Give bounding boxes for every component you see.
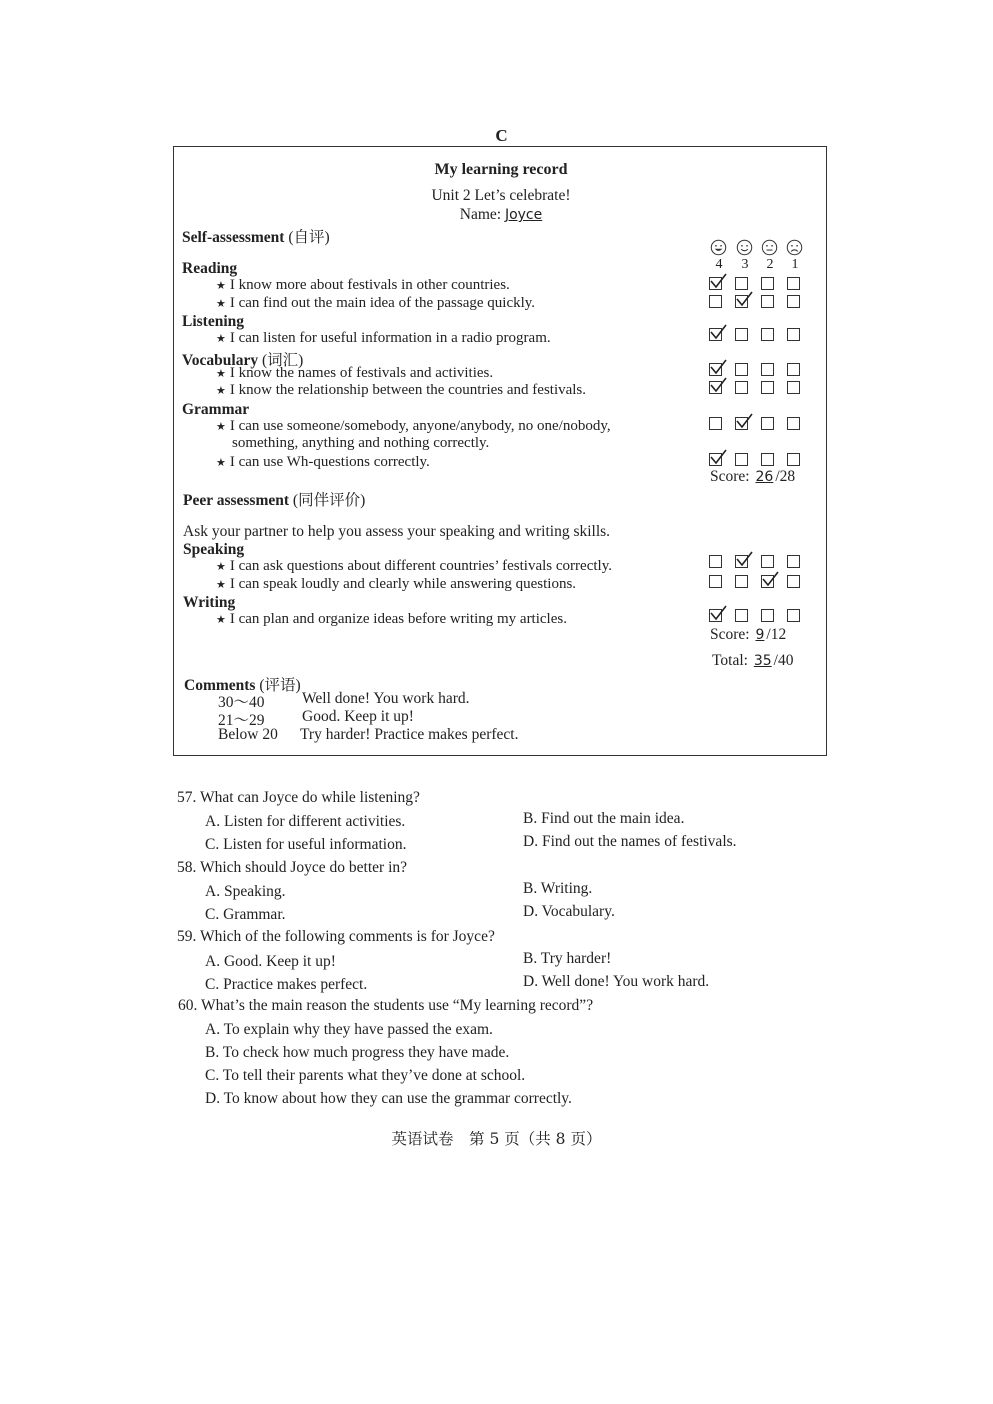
check-mark-icon [709, 358, 727, 376]
question-58-option-c: C. Grammar. [205, 906, 286, 923]
reading-item-1: ★ I know more about festivals in other countries. [216, 277, 510, 293]
comment-text-1: Well done! You work hard. [302, 690, 470, 707]
vocabulary-item-2: ★ I know the relationship between the countries and festivals. [216, 382, 587, 398]
vocabulary-item-1-rating-checkbox-3[interactable] [735, 363, 748, 376]
page-footer: 英语试卷 第 5 页（共 8 页） [391, 1130, 602, 1148]
grammar-item-2: ★ I can use Wh-questions correctly. [216, 454, 430, 470]
question-57-option-a: A. Listen for different activities. [205, 813, 406, 830]
check-mark-icon [709, 604, 727, 622]
grammar-item-2-rating-checkbox-1[interactable] [787, 453, 800, 466]
grammar-item-1-continued: something, anything and nothing correctly. [232, 435, 490, 451]
vocabulary-item-1-rating-checkbox-1[interactable] [787, 363, 800, 376]
vocabulary-item-2-rating-checkbox-1[interactable] [787, 381, 800, 394]
question-57-option-d: D. Find out the names of festivals. [523, 833, 737, 850]
reading-item-2-rating-checkbox-1[interactable] [787, 295, 800, 308]
question-60-option-b: B. To check how much progress they have made. [205, 1044, 510, 1061]
comments-heading: Comments (评语) [184, 677, 301, 694]
student-name-value: Joyce [504, 207, 543, 223]
peer-instruction: Ask your partner to help you assess your speaking and writing skills. [183, 523, 611, 540]
question-58-option-d: D. Vocabulary. [523, 903, 615, 920]
self-assessment-heading: Self-assessment (自评) [182, 229, 330, 246]
very-happy-face-icon [710, 239, 727, 256]
writing-item-1-rating-checkbox-4[interactable] [709, 609, 722, 622]
vocabulary-item-1-rating-checkbox-2[interactable] [761, 363, 774, 376]
speaking-item-1: ★ I can ask questions about different countries’ festivals correctly. [216, 558, 612, 574]
name-label: Name: [459, 206, 502, 223]
check-mark-icon [735, 550, 753, 568]
question-58-option-b: B. Writing. [523, 880, 593, 897]
question-60-option-a: A. To explain why they have passed the exam. [205, 1021, 493, 1038]
question-59-option-b: B. Try harder! [523, 950, 612, 967]
vocabulary-item-2-rating-checkbox-2[interactable] [761, 381, 774, 394]
question-57-option-b: B. Find out the main idea. [523, 810, 685, 827]
reading-item-2: ★ I can find out the main idea of the passage quickly. [216, 295, 536, 311]
neutral-face-icon [761, 239, 778, 256]
question-60-option-d: D. To know about how they can use the grammar correctly. [205, 1090, 572, 1107]
check-mark-icon [709, 448, 727, 466]
grammar-item-2-rating-checkbox-2[interactable] [761, 453, 774, 466]
question-59-option-d: D. Well done! You work hard. [523, 973, 710, 990]
grammar-item-1-rating-checkbox-3[interactable] [735, 417, 748, 430]
section-letter: C [495, 126, 508, 145]
speaking-item-1-rating-checkbox-4[interactable] [709, 555, 722, 568]
question-58: 58. Which should Joyce do better in? [177, 859, 408, 876]
check-mark-icon [761, 570, 779, 588]
grammar-item-1-rating-checkbox-4[interactable] [709, 417, 722, 430]
record-title: My learning record [434, 161, 568, 178]
vocabulary-item-1: ★ I know the names of festivals and activities. [216, 365, 494, 381]
vocabulary-heading: Vocabulary (词汇) [182, 352, 304, 369]
reading-item-1-rating-checkbox-2[interactable] [761, 277, 774, 290]
writing-item-1-rating-checkbox-2[interactable] [761, 609, 774, 622]
grammar-item-2-rating-checkbox-4[interactable] [709, 453, 722, 466]
comment-range-1: 30～40 [218, 694, 265, 711]
speaking-item-1-rating-checkbox-3[interactable] [735, 555, 748, 568]
question-59: 59. Which of the following comments is for Joyce? [177, 928, 495, 945]
grammar-item-1-rating-checkbox-1[interactable] [787, 417, 800, 430]
question-58-option-a: A. Speaking. [205, 883, 286, 900]
speaking-item-1-rating-checkbox-1[interactable] [787, 555, 800, 568]
check-mark-icon [735, 412, 753, 430]
happy-face-icon [736, 239, 753, 256]
listening-item-1-rating-checkbox-4[interactable] [709, 328, 722, 341]
question-59-option-c: C. Practice makes perfect. [205, 976, 368, 993]
peer-assessment-heading: Peer assessment (同伴评价) [183, 492, 366, 509]
listening-item-1-rating-checkbox-1[interactable] [787, 328, 800, 341]
comment-text-2: Good. Keep it up! [302, 708, 414, 725]
learning-record-box [173, 146, 827, 756]
speaking-item-1-rating-checkbox-2[interactable] [761, 555, 774, 568]
question-57-option-c: C. Listen for useful information. [205, 836, 407, 853]
writing-heading: Writing [183, 594, 236, 611]
comment-range-2: 21～29 [218, 712, 265, 729]
vocabulary-item-1-rating-checkbox-4[interactable] [709, 363, 722, 376]
peer-assessment-score: Score: 9 /12 [710, 626, 787, 643]
reading-item-1-rating-checkbox-3[interactable] [735, 277, 748, 290]
grammar-item-1-rating-checkbox-2[interactable] [761, 417, 774, 430]
vocabulary-item-2-rating-checkbox-3[interactable] [735, 381, 748, 394]
speaking-item-2-rating-checkbox-2[interactable] [761, 575, 774, 588]
rating-column-4: 4 [715, 257, 723, 272]
rating-column-1: 1 [791, 257, 799, 272]
speaking-heading: Speaking [183, 541, 245, 558]
sad-face-icon [786, 239, 803, 256]
writing-item-1-rating-checkbox-1[interactable] [787, 609, 800, 622]
question-60: 60. What’s the main reason the students use “My learning record”? [178, 997, 594, 1014]
check-mark-icon [709, 376, 727, 394]
reading-item-2-rating-checkbox-3[interactable] [735, 295, 748, 308]
grammar-item-2-rating-checkbox-3[interactable] [735, 453, 748, 466]
reading-item-1-rating-checkbox-1[interactable] [787, 277, 800, 290]
unit-title: Unit 2 Let’s celebrate! [431, 187, 571, 204]
reading-item-2-rating-checkbox-4[interactable] [709, 295, 722, 308]
comment-range-3: Below 20 [218, 726, 278, 743]
speaking-item-2: ★ I can speak loudly and clearly while answering questions. [216, 576, 577, 592]
listening-heading: Listening [182, 313, 245, 330]
reading-heading: Reading [182, 260, 238, 277]
check-mark-icon [735, 290, 753, 308]
speaking-item-2-rating-checkbox-4[interactable] [709, 575, 722, 588]
grammar-item-1: ★ I can use someone/somebody, anyone/anybody, no one/nobody, [216, 418, 611, 434]
rating-column-2: 2 [766, 257, 774, 272]
reading-item-1-rating-checkbox-4[interactable] [709, 277, 722, 290]
speaking-item-2-rating-checkbox-1[interactable] [787, 575, 800, 588]
listening-item-1-rating-checkbox-2[interactable] [761, 328, 774, 341]
check-mark-icon [709, 323, 727, 341]
rating-column-3: 3 [741, 257, 749, 272]
check-mark-icon [709, 272, 727, 290]
reading-item-2-rating-checkbox-2[interactable] [761, 295, 774, 308]
question-59-option-a: A. Good. Keep it up! [205, 953, 336, 970]
total-score: Total: 35 /40 [712, 652, 794, 669]
question-57: 57. What can Joyce do while listening? [177, 789, 420, 806]
grammar-heading: Grammar [182, 401, 250, 418]
writing-item-1-rating-checkbox-3[interactable] [735, 609, 748, 622]
listening-item-1: ★ I can listen for useful information in a radio program. [216, 330, 551, 346]
comment-text-3: Try harder! Practice makes perfect. [300, 726, 519, 743]
question-60-option-c: C. To tell their parents what they’ve done at school. [205, 1067, 526, 1084]
speaking-item-2-rating-checkbox-3[interactable] [735, 575, 748, 588]
listening-item-1-rating-checkbox-3[interactable] [735, 328, 748, 341]
student-name-line [174, 206, 828, 224]
self-assessment-score: Score: 26 /28 [710, 468, 796, 485]
writing-item-1: ★ I can plan and organize ideas before writing my articles. [216, 611, 567, 627]
vocabulary-item-2-rating-checkbox-4[interactable] [709, 381, 722, 394]
